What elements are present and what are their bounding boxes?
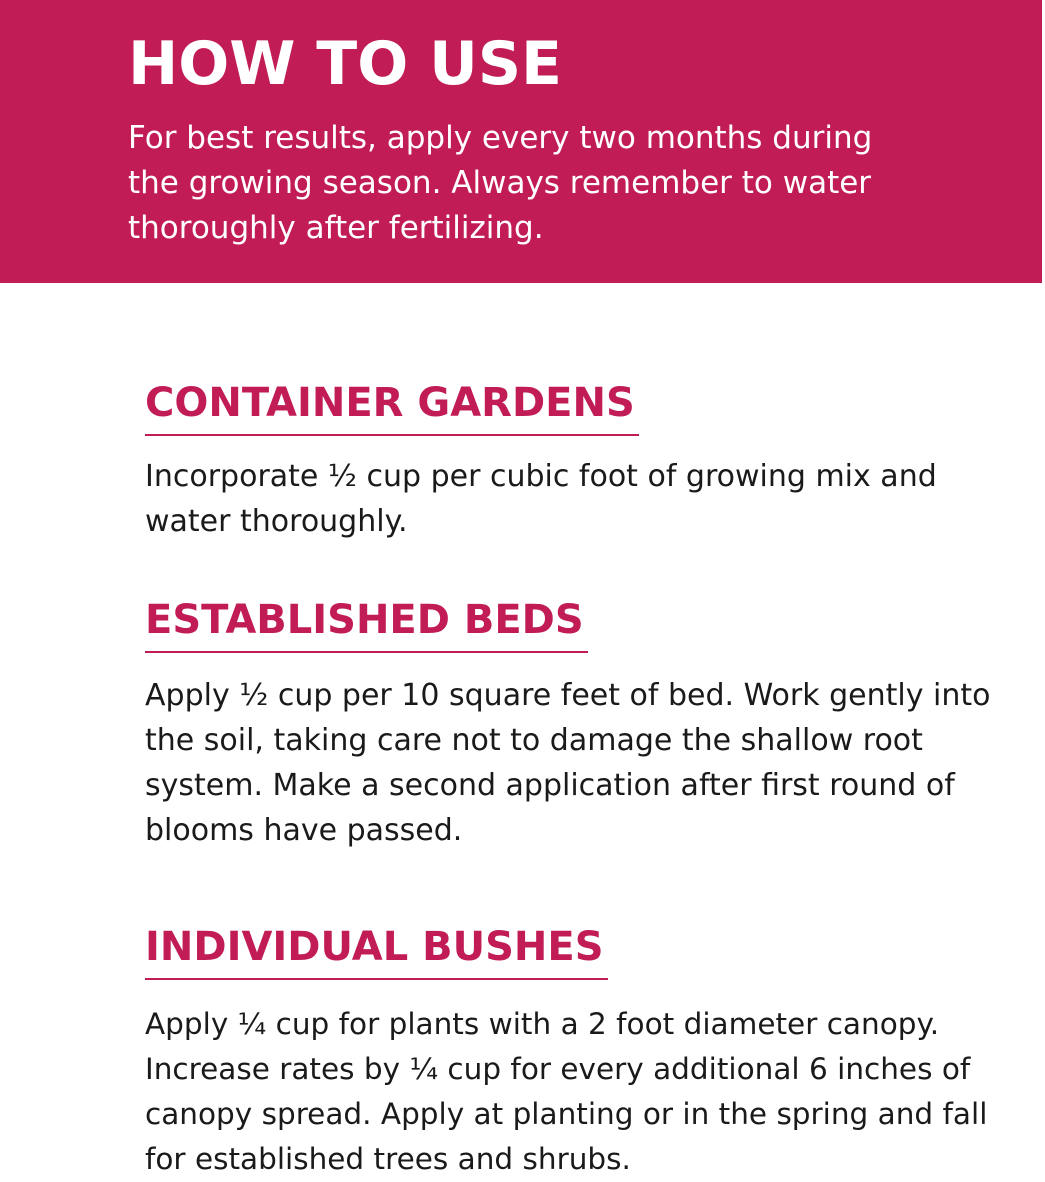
section-individual-bushes — [145, 922, 1025, 1182]
section-body-container-gardens: Incorporate ½ cup per cubic foot of growing mix and water thoroughly. — [145, 459, 937, 539]
section-body-established-beds: Apply ½ cup per 10 square feet of bed. Work gently into the soil, taking care not to damage the shallow root system. Make a second application after first round of blooms have passed. — [145, 678, 991, 848]
section-container-gardens — [145, 378, 1025, 544]
intro-text: For best results, apply every two months during the growing season. Always remember to water thoroughly after fertilizing. — [128, 120, 873, 246]
how-to-use-banner — [0, 0, 1042, 283]
section-heading-individual-bushes: INDIVIDUAL BUSHES — [145, 922, 608, 980]
section-heading-container-gardens: CONTAINER GARDENS — [145, 378, 639, 436]
section-heading-established-beds: ESTABLISHED BEDS — [145, 595, 588, 653]
page-title: HOW TO USE — [128, 29, 563, 99]
section-body-individual-bushes: Apply ¼ cup for plants with a 2 foot diameter canopy. Increase rates by ¼ cup for every additional 6 inches of canopy spread. Apply at planting or in the spring and fall for established trees and shrubs. — [145, 1007, 988, 1176]
section-established-beds — [145, 595, 1025, 853]
